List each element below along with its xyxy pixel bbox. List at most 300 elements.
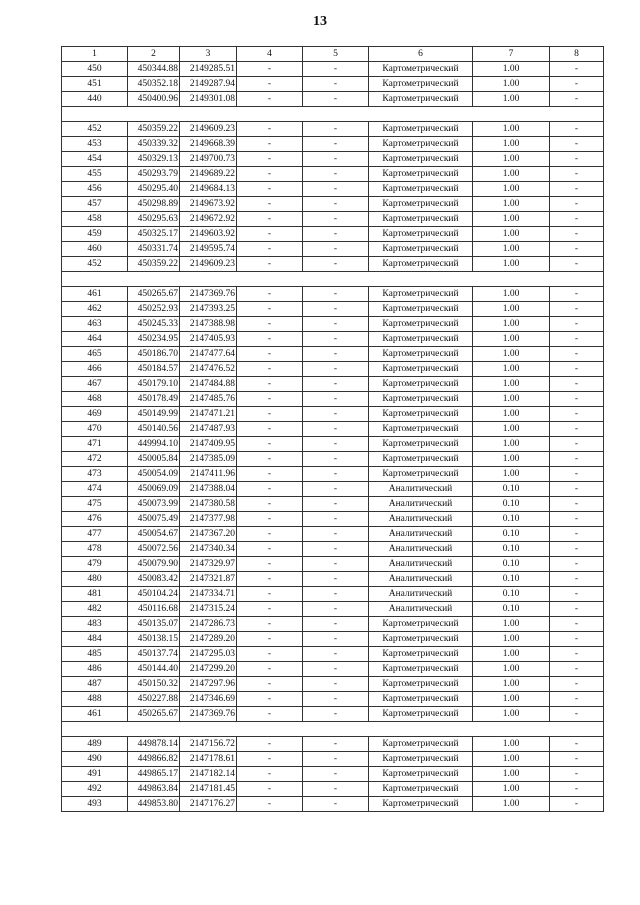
table-cell: 474 (62, 482, 128, 497)
table-cell: 1.00 (473, 197, 550, 212)
table-cell: - (550, 392, 604, 407)
table-row (62, 797, 604, 812)
table-row (62, 647, 604, 662)
table-cell: - (550, 362, 604, 377)
table-cell: 0.10 (473, 512, 550, 527)
table-cell: - (550, 467, 604, 482)
table-cell: - (303, 512, 369, 527)
table-cell: - (303, 137, 369, 152)
table-cell: 450104.24 (128, 587, 180, 602)
table-cell: - (303, 602, 369, 617)
table-row (62, 617, 604, 632)
table-row (62, 362, 604, 377)
table-cell: 450054.09 (128, 467, 180, 482)
table-cell: 450137.74 (128, 647, 180, 662)
table-row (62, 77, 604, 92)
table-row (62, 737, 604, 752)
table-cell: Аналитический (369, 512, 473, 527)
table-cell: - (550, 647, 604, 662)
table-cell: 1.00 (473, 302, 550, 317)
table-cell: 451 (62, 77, 128, 92)
table-cell: 450054.67 (128, 527, 180, 542)
table-cell: 2147485.76 (180, 392, 237, 407)
table-cell: - (237, 617, 303, 632)
table-cell: - (550, 197, 604, 212)
table-cell: - (303, 77, 369, 92)
table-cell: 2149285.51 (180, 62, 237, 77)
table-cell: - (237, 92, 303, 107)
table-cell: 2147388.98 (180, 317, 237, 332)
column-header: 8 (550, 47, 604, 62)
table-cell: 1.00 (473, 677, 550, 692)
table-row (62, 332, 604, 347)
table-cell: 450329.13 (128, 152, 180, 167)
table-row (62, 137, 604, 152)
table-cell: 480 (62, 572, 128, 587)
table-cell: 450400.96 (128, 92, 180, 107)
table-cell: - (550, 302, 604, 317)
table-cell: - (303, 152, 369, 167)
table-cell: Картометрический (369, 227, 473, 242)
table-cell: - (303, 407, 369, 422)
table-cell: 1.00 (473, 317, 550, 332)
table-cell: 450252.93 (128, 302, 180, 317)
table-cell: - (237, 797, 303, 812)
table-cell: Картометрический (369, 797, 473, 812)
table-cell: 1.00 (473, 407, 550, 422)
table-cell: Картометрический (369, 407, 473, 422)
table-cell: 2147334.71 (180, 587, 237, 602)
table-cell: 1.00 (473, 422, 550, 437)
table-cell: 450144.40 (128, 662, 180, 677)
table-cell: Картометрический (369, 452, 473, 467)
table-cell: - (550, 707, 604, 722)
table-cell: 467 (62, 377, 128, 392)
table-cell: 453 (62, 137, 128, 152)
table-cell: 450359.22 (128, 122, 180, 137)
table-cell: 2149700.73 (180, 152, 237, 167)
table-cell: 481 (62, 587, 128, 602)
table-row (62, 182, 604, 197)
table-cell: 1.00 (473, 782, 550, 797)
table-cell: - (550, 692, 604, 707)
table-cell: - (303, 362, 369, 377)
table-cell: - (303, 767, 369, 782)
table-cell: 450298.89 (128, 197, 180, 212)
table-cell: - (237, 782, 303, 797)
table-cell: 450 (62, 62, 128, 77)
table-cell: 2147321.87 (180, 572, 237, 587)
table-cell: Картометрический (369, 782, 473, 797)
table-cell: 462 (62, 302, 128, 317)
table-cell: - (550, 737, 604, 752)
table-cell: - (303, 332, 369, 347)
table-cell: 450149.99 (128, 407, 180, 422)
column-header: 6 (369, 47, 473, 62)
table-cell: - (303, 302, 369, 317)
table-row (62, 407, 604, 422)
table-cell: 450352.18 (128, 77, 180, 92)
table-row (62, 197, 604, 212)
table-cell: - (550, 542, 604, 557)
table-row (62, 437, 604, 452)
table-cell: 2147299.20 (180, 662, 237, 677)
table-cell: 2147409.95 (180, 437, 237, 452)
table-cell: - (303, 227, 369, 242)
table-cell: 450245.33 (128, 317, 180, 332)
table-cell: Картометрический (369, 392, 473, 407)
table-cell: 449866.82 (128, 752, 180, 767)
table-cell: 463 (62, 317, 128, 332)
table-cell: 440 (62, 92, 128, 107)
table-cell: 449865.17 (128, 767, 180, 782)
column-header: 4 (237, 47, 303, 62)
table-cell: 479 (62, 557, 128, 572)
table-cell: - (303, 632, 369, 647)
table-cell: 2147369.76 (180, 287, 237, 302)
table-cell: Картометрический (369, 707, 473, 722)
separator-cell (62, 272, 604, 287)
table-cell: 475 (62, 497, 128, 512)
table-row (62, 377, 604, 392)
table-cell: 449853.80 (128, 797, 180, 812)
table-cell: 0.10 (473, 602, 550, 617)
table-cell: 450184.57 (128, 362, 180, 377)
table-cell: Картометрический (369, 767, 473, 782)
table-cell: - (303, 542, 369, 557)
table-cell: 2147182.14 (180, 767, 237, 782)
table-cell: Картометрический (369, 332, 473, 347)
table-cell: 1.00 (473, 92, 550, 107)
table-cell: - (303, 662, 369, 677)
table-row (62, 482, 604, 497)
table-cell: 470 (62, 422, 128, 437)
table-cell: - (303, 752, 369, 767)
table-cell: 1.00 (473, 137, 550, 152)
table-cell: 493 (62, 797, 128, 812)
table-cell: 2149672.92 (180, 212, 237, 227)
header-row (62, 47, 604, 62)
table-cell: 1.00 (473, 227, 550, 242)
table-cell: - (303, 182, 369, 197)
coordinates-table (61, 46, 604, 812)
table-cell: - (550, 437, 604, 452)
table-cell: 450186.70 (128, 347, 180, 362)
table-cell: - (237, 182, 303, 197)
table-cell: - (237, 302, 303, 317)
table-cell: - (237, 407, 303, 422)
table-cell: 456 (62, 182, 128, 197)
table-cell: - (550, 287, 604, 302)
table-cell: 1.00 (473, 167, 550, 182)
table-cell: - (303, 122, 369, 137)
table-cell: 1.00 (473, 737, 550, 752)
table-cell: - (550, 347, 604, 362)
table-cell: - (550, 122, 604, 137)
table-cell: - (303, 392, 369, 407)
table-cell: - (237, 347, 303, 362)
table-cell: - (550, 62, 604, 77)
table-cell: 490 (62, 752, 128, 767)
table-row (62, 767, 604, 782)
table-cell: 487 (62, 677, 128, 692)
table-cell: Картометрический (369, 647, 473, 662)
table-cell: 2147289.20 (180, 632, 237, 647)
table-cell: 450295.40 (128, 182, 180, 197)
table-cell: 491 (62, 767, 128, 782)
table-cell: 450005.84 (128, 452, 180, 467)
table-cell: Картометрический (369, 122, 473, 137)
table-cell: 2147286.73 (180, 617, 237, 632)
table-cell: - (237, 197, 303, 212)
table-cell: - (550, 242, 604, 257)
table-row (62, 227, 604, 242)
table-cell: - (303, 197, 369, 212)
table-cell: - (303, 212, 369, 227)
table-cell: - (303, 257, 369, 272)
table-cell: - (303, 572, 369, 587)
table-cell: 1.00 (473, 77, 550, 92)
table-cell: Картометрический (369, 737, 473, 752)
table-cell: - (303, 647, 369, 662)
table-cell: - (237, 497, 303, 512)
table-cell: 2147484.88 (180, 377, 237, 392)
table-cell: - (550, 587, 604, 602)
table-cell: 450234.95 (128, 332, 180, 347)
table-cell: - (550, 617, 604, 632)
table-cell: 1.00 (473, 437, 550, 452)
table-cell: 2149301.08 (180, 92, 237, 107)
table-cell: Картометрический (369, 437, 473, 452)
table-cell: 461 (62, 707, 128, 722)
table-cell: - (550, 512, 604, 527)
table-cell: 457 (62, 197, 128, 212)
table-row (62, 587, 604, 602)
table-cell: 454 (62, 152, 128, 167)
table-cell: Картометрический (369, 617, 473, 632)
table-cell: - (237, 122, 303, 137)
table-cell: - (550, 797, 604, 812)
table-cell: - (237, 707, 303, 722)
table-cell: - (237, 452, 303, 467)
table-row (62, 692, 604, 707)
table-cell: - (550, 212, 604, 227)
table-cell: Картометрический (369, 362, 473, 377)
table-cell: - (550, 452, 604, 467)
table-cell: 2147377.98 (180, 512, 237, 527)
table-cell: 450331.74 (128, 242, 180, 257)
table-cell: Картометрический (369, 92, 473, 107)
column-header: 1 (62, 47, 128, 62)
table-cell: 452 (62, 122, 128, 137)
table-cell: - (237, 287, 303, 302)
table-cell: 450339.32 (128, 137, 180, 152)
table-cell: 450265.67 (128, 287, 180, 302)
table-cell: Картометрический (369, 287, 473, 302)
table-cell: 450075.49 (128, 512, 180, 527)
table-cell: - (237, 257, 303, 272)
table-cell: - (303, 707, 369, 722)
table-cell: 2147346.69 (180, 692, 237, 707)
table-cell: 466 (62, 362, 128, 377)
table-row (62, 632, 604, 647)
table-cell: 489 (62, 737, 128, 752)
table-cell: - (303, 242, 369, 257)
table-row (62, 212, 604, 227)
table-cell: 1.00 (473, 752, 550, 767)
table-cell: 2149287.94 (180, 77, 237, 92)
table-row (62, 392, 604, 407)
table-row (62, 62, 604, 77)
table-row (62, 152, 604, 167)
table-row (62, 497, 604, 512)
table-cell: - (303, 437, 369, 452)
table-cell: 2147487.93 (180, 422, 237, 437)
table-cell: - (237, 317, 303, 332)
table-cell: 2147295.03 (180, 647, 237, 662)
table-cell: - (550, 257, 604, 272)
table-row (62, 677, 604, 692)
table-row (62, 347, 604, 362)
table-cell: 2147388.04 (180, 482, 237, 497)
column-header: 7 (473, 47, 550, 62)
table-cell: 458 (62, 212, 128, 227)
table-cell: 450325.17 (128, 227, 180, 242)
table-cell: - (303, 167, 369, 182)
table-cell: - (550, 677, 604, 692)
table-row (62, 467, 604, 482)
table-cell: - (303, 92, 369, 107)
table-cell: - (237, 167, 303, 182)
table-cell: - (237, 227, 303, 242)
table-cell: 449863.84 (128, 782, 180, 797)
table-cell: - (550, 527, 604, 542)
table-cell: 2147385.09 (180, 452, 237, 467)
table-cell: 450227.88 (128, 692, 180, 707)
table-cell: Картометрический (369, 257, 473, 272)
table-cell: Картометрический (369, 137, 473, 152)
table-cell: 2147176.27 (180, 797, 237, 812)
table-cell: 2147181.45 (180, 782, 237, 797)
table-cell: 488 (62, 692, 128, 707)
table-cell: - (550, 182, 604, 197)
column-header: 2 (128, 47, 180, 62)
table-cell: 472 (62, 452, 128, 467)
table-cell: - (237, 647, 303, 662)
table-cell: 2149609.23 (180, 122, 237, 137)
separator-cell (62, 107, 604, 122)
table-cell: - (237, 437, 303, 452)
table-cell: 1.00 (473, 767, 550, 782)
table-row (62, 512, 604, 527)
group-separator-row (62, 722, 604, 737)
table-row (62, 302, 604, 317)
table-cell: 1.00 (473, 242, 550, 257)
table-cell: - (303, 737, 369, 752)
table-cell: 2149595.74 (180, 242, 237, 257)
table-row (62, 752, 604, 767)
table-cell: 1.00 (473, 647, 550, 662)
table-cell: 1.00 (473, 617, 550, 632)
table-cell: 450135.07 (128, 617, 180, 632)
table-cell: 484 (62, 632, 128, 647)
table-cell: 450138.15 (128, 632, 180, 647)
table-cell: Аналитический (369, 602, 473, 617)
table-cell: 460 (62, 242, 128, 257)
table-cell: 1.00 (473, 362, 550, 377)
table-cell: 2147156.72 (180, 737, 237, 752)
table-cell: 450073.99 (128, 497, 180, 512)
table-cell: 2147178.61 (180, 752, 237, 767)
table-cell: 450265.67 (128, 707, 180, 722)
table-cell: 483 (62, 617, 128, 632)
table-cell: 452 (62, 257, 128, 272)
table-cell: 1.00 (473, 152, 550, 167)
table-cell: Аналитический (369, 497, 473, 512)
table-cell: 486 (62, 662, 128, 677)
table-cell: - (550, 482, 604, 497)
table-cell: - (237, 362, 303, 377)
table-cell: 0.10 (473, 587, 550, 602)
table-cell: 2149668.39 (180, 137, 237, 152)
table-row (62, 572, 604, 587)
table-cell: 468 (62, 392, 128, 407)
table-row (62, 287, 604, 302)
table-cell: 0.10 (473, 497, 550, 512)
table-cell: Картометрический (369, 242, 473, 257)
table-cell: 450083.42 (128, 572, 180, 587)
table-cell: 450359.22 (128, 257, 180, 272)
table-cell: - (237, 767, 303, 782)
table-cell: 2149689.22 (180, 167, 237, 182)
table-cell: 2147367.20 (180, 527, 237, 542)
table-cell: 2147329.97 (180, 557, 237, 572)
table-cell: - (303, 797, 369, 812)
table-cell: Картометрический (369, 677, 473, 692)
table-cell: Картометрический (369, 692, 473, 707)
table-cell: - (550, 167, 604, 182)
table-cell: Аналитический (369, 482, 473, 497)
column-header: 5 (303, 47, 369, 62)
table-cell: - (237, 737, 303, 752)
table-cell: - (550, 77, 604, 92)
table-cell: - (303, 452, 369, 467)
table-cell: - (237, 587, 303, 602)
table-cell: - (237, 392, 303, 407)
table-cell: 1.00 (473, 377, 550, 392)
table-cell: 482 (62, 602, 128, 617)
table-cell: - (550, 137, 604, 152)
table-cell: Картометрический (369, 422, 473, 437)
table-cell: - (237, 482, 303, 497)
table-cell: Картометрический (369, 317, 473, 332)
table-cell: - (237, 137, 303, 152)
table-cell: - (237, 62, 303, 77)
table-cell: Картометрический (369, 347, 473, 362)
table-cell: 1.00 (473, 62, 550, 77)
table-cell: Картометрический (369, 212, 473, 227)
table-cell: 1.00 (473, 662, 550, 677)
table-cell: Аналитический (369, 527, 473, 542)
table-cell: Картометрический (369, 632, 473, 647)
table-cell: 2147393.25 (180, 302, 237, 317)
table-cell: Картометрический (369, 62, 473, 77)
table-cell: 1.00 (473, 632, 550, 647)
table-cell: 478 (62, 542, 128, 557)
table-cell: - (237, 632, 303, 647)
table-cell: 2147340.34 (180, 542, 237, 557)
table-cell: - (237, 527, 303, 542)
